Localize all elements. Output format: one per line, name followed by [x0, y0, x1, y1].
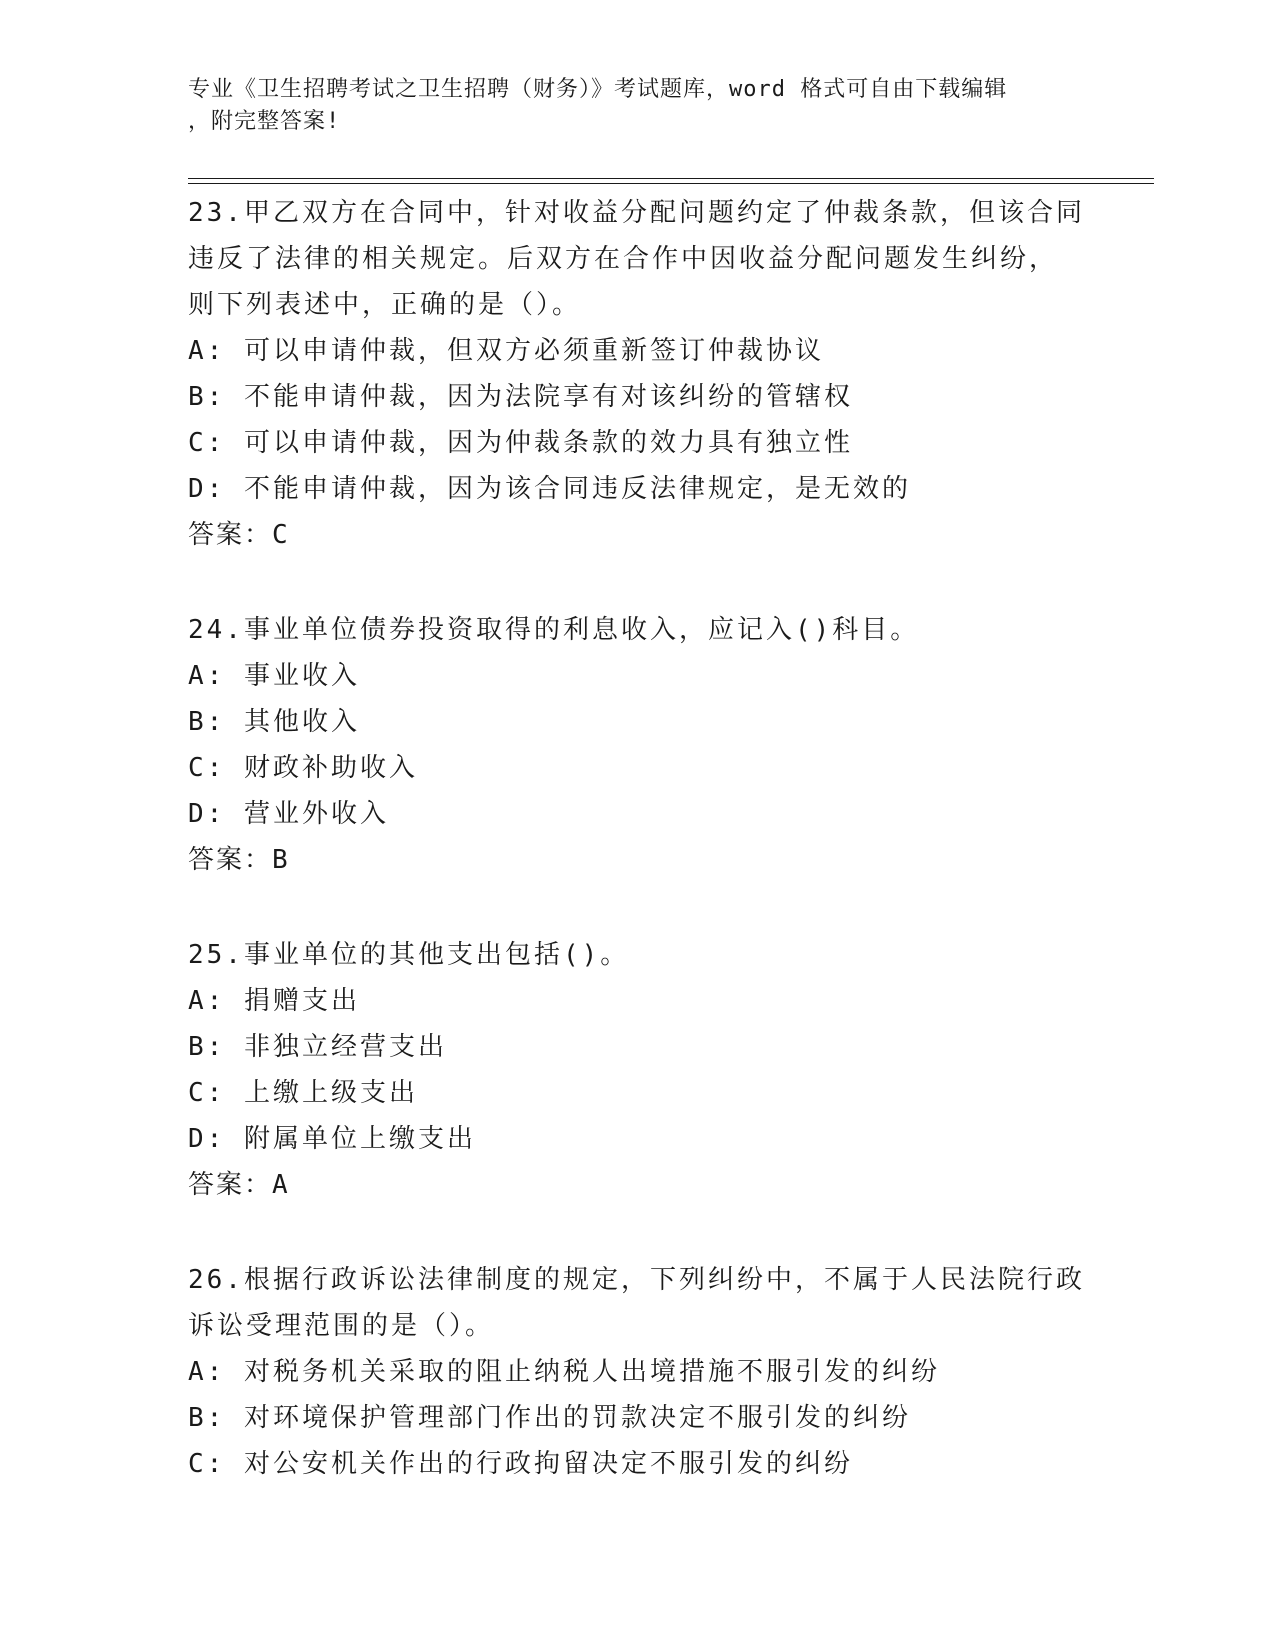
option-c: C: 财政补助收入: [188, 753, 418, 783]
question-23: [188, 190, 1088, 558]
option-d: D: 不能申请仲裁，因为该合同违反法律规定，是无效的: [188, 474, 911, 504]
answer-line: [188, 1162, 1088, 1208]
option-b: B: 对环境保护管理部门作出的罚款决定不服引发的纠纷: [188, 1403, 911, 1433]
question-stem: [188, 1257, 1088, 1349]
question-stem: [188, 932, 1088, 978]
question-stem-line: 26.根据行政诉讼法律制度的规定，下列纠纷中，不属于人民法院行政: [188, 1265, 1085, 1295]
option-b: B: 其他收入: [188, 707, 360, 737]
question-24: [188, 607, 1088, 883]
answer-line: [188, 837, 1088, 883]
option-d: D: 附属单位上缴支出: [188, 1124, 476, 1154]
question-stem-line: 25.事业单位的其他支出包括()。: [188, 940, 630, 970]
header-divider-top: [188, 178, 1154, 179]
answer-value: C: [272, 520, 290, 550]
header-line-1: 专业《卫生招聘考试之卫生招聘（财务）》考试题库，word 格式可自由下载编辑: [188, 77, 1008, 102]
option-a: A: 对税务机关采取的阻止纳税人出境措施不服引发的纠纷: [188, 1357, 940, 1387]
document-header: [188, 74, 1068, 138]
header-line-2: ，附完整答案!: [188, 109, 341, 134]
option-a: A: 事业收入: [188, 661, 360, 691]
header-divider-bottom: [188, 183, 1154, 184]
answer-value: B: [272, 845, 290, 875]
question-25: [188, 932, 1088, 1208]
question-stem-line: 诉讼受理范围的是（）。: [188, 1311, 495, 1341]
answer-value: A: [272, 1170, 290, 1200]
question-stem-line: 违反了法律的相关规定。后双方在合作中因收益分配问题发生纠纷，: [188, 244, 1059, 274]
option-c: C: 对公安机关作出的行政拘留决定不服引发的纠纷: [188, 1449, 853, 1479]
answer-label: 答案：: [188, 520, 273, 550]
answer-label: 答案：: [188, 1170, 273, 1200]
option-c: C: 上缴上级支出: [188, 1078, 418, 1108]
question-stem-line: 则下列表述中，正确的是（）。: [188, 290, 582, 320]
option-a: A: 捐赠支出: [188, 986, 360, 1016]
option-b: B: 非独立经营支出: [188, 1032, 447, 1062]
question-stem: [188, 190, 1088, 328]
option-d: D: 营业外收入: [188, 799, 389, 829]
option-c: C: 可以申请仲裁，因为仲裁条款的效力具有独立性: [188, 428, 853, 458]
option-b: B: 不能申请仲裁，因为法院享有对该纠纷的管辖权: [188, 382, 853, 412]
option-a: A: 可以申请仲裁，但双方必须重新签订仲裁协议: [188, 336, 824, 366]
answer-label: 答案：: [188, 845, 273, 875]
question-stem: [188, 607, 1088, 653]
answer-line: [188, 512, 1088, 558]
question-26: [188, 1257, 1088, 1487]
question-stem-line: 23.甲乙双方在合同中，针对收益分配问题约定了仲裁条款，但该合同: [188, 198, 1085, 228]
question-stem-line: 24.事业单位债券投资取得的利息收入，应记入()科目。: [188, 615, 920, 645]
question-list: [188, 190, 1088, 1536]
